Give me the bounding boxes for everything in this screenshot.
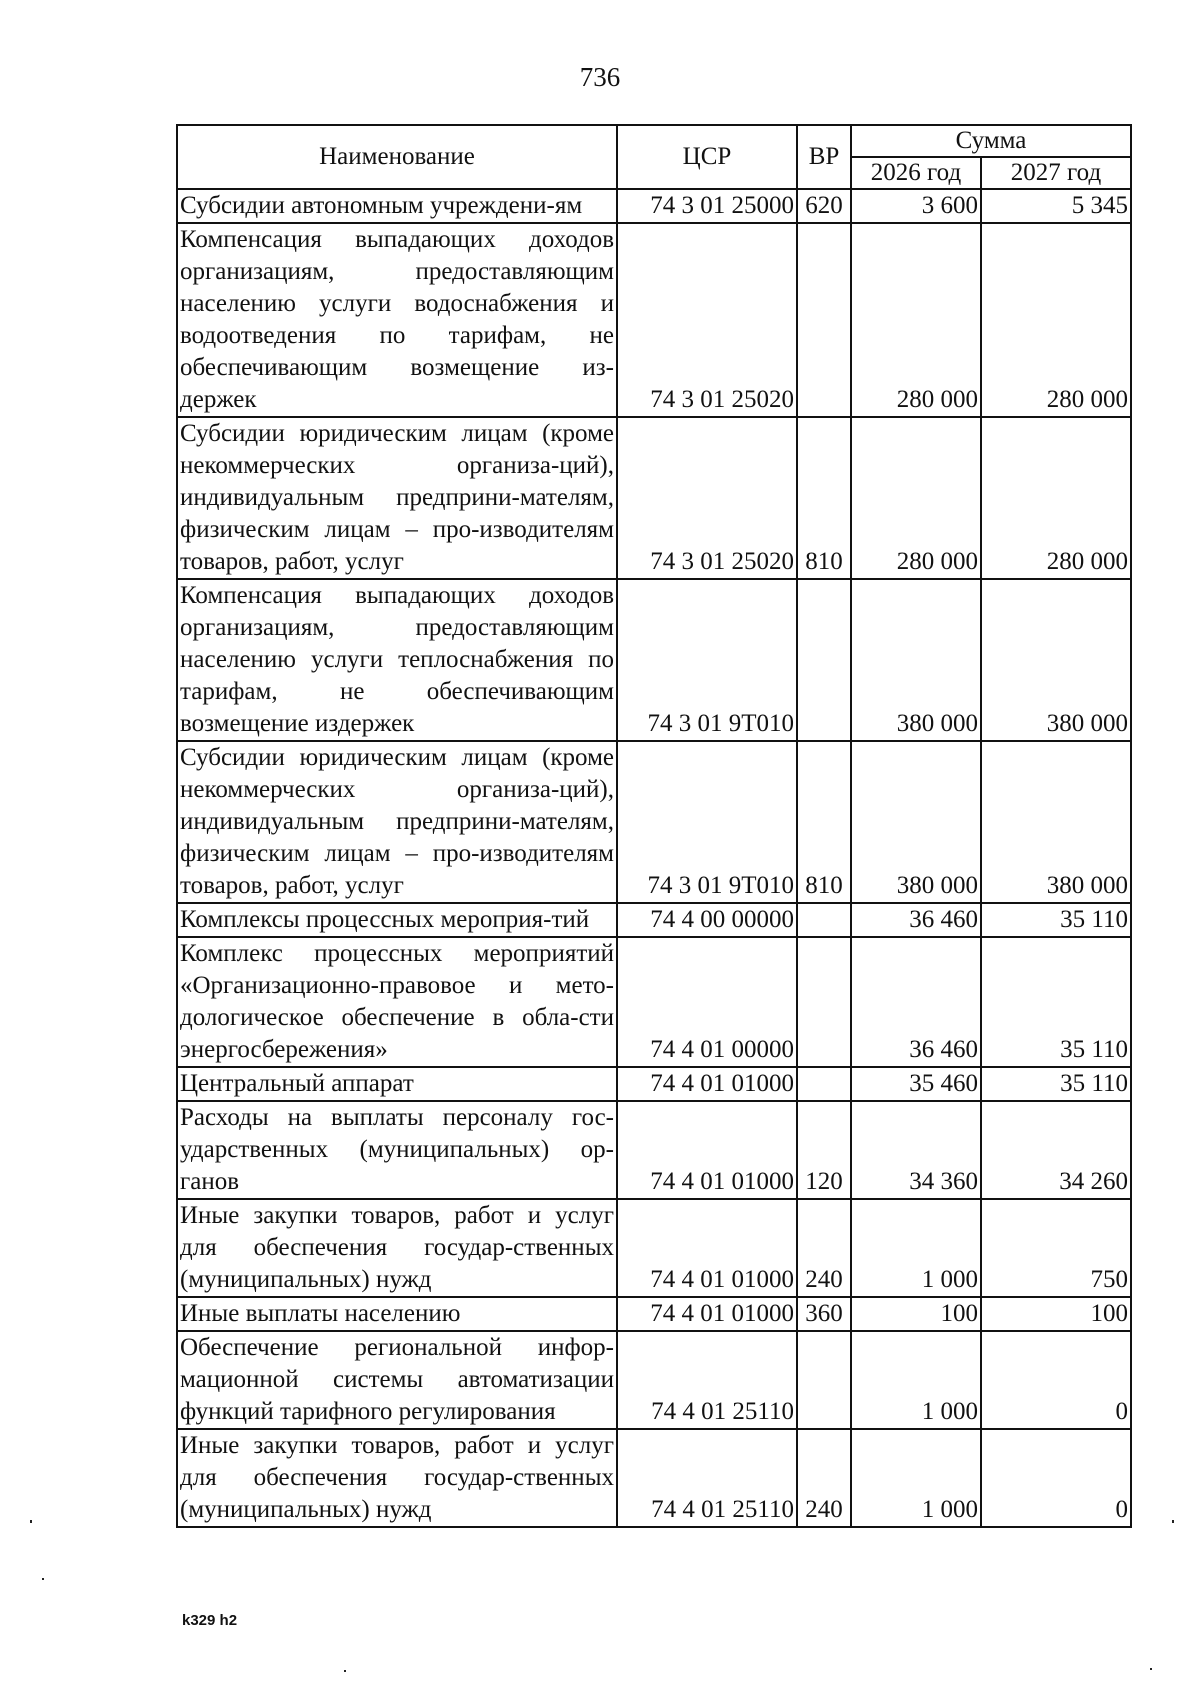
cell-csr: 74 4 01 01000 <box>617 1067 797 1101</box>
table-header <box>177 125 1131 189</box>
cell-2027: 280 000 <box>981 417 1131 579</box>
header-name: Наименование <box>177 125 617 189</box>
cell-vr <box>797 1331 851 1429</box>
cell-vr: 240 <box>797 1429 851 1527</box>
cell-csr: 74 4 01 01000 <box>617 1297 797 1331</box>
cell-name: Обеспечение региональной инфор-мационной системы автоматизации функций тарифного регулирования <box>177 1331 617 1429</box>
table-row <box>177 903 1131 937</box>
scan-speck <box>30 1520 32 1523</box>
cell-vr <box>797 937 851 1067</box>
table-row <box>177 1199 1131 1297</box>
cell-vr: 240 <box>797 1199 851 1297</box>
table-row <box>177 1429 1131 1527</box>
scan-speck <box>42 1578 44 1580</box>
cell-name: Компенсация выпадающих доходов организациям, предоставляющим населению услуги теплоснабжения по тарифам, не обеспечивающим возмещение издержек <box>177 579 617 741</box>
cell-2027: 0 <box>981 1429 1131 1527</box>
cell-vr: 120 <box>797 1101 851 1199</box>
cell-vr: 360 <box>797 1297 851 1331</box>
cell-csr: 74 3 01 9Т010 <box>617 741 797 903</box>
cell-2026: 380 000 <box>851 579 981 741</box>
header-sum: Сумма <box>851 125 1131 157</box>
cell-2027: 380 000 <box>981 741 1131 903</box>
cell-2026: 1 000 <box>851 1199 981 1297</box>
header-year-2027: 2027 год <box>981 157 1131 189</box>
cell-csr: 74 3 01 25000 <box>617 189 797 223</box>
cell-2026: 36 460 <box>851 937 981 1067</box>
cell-csr: 74 4 01 01000 <box>617 1101 797 1199</box>
cell-csr: 74 3 01 25020 <box>617 223 797 417</box>
cell-vr <box>797 223 851 417</box>
cell-2026: 280 000 <box>851 417 981 579</box>
table-row <box>177 937 1131 1067</box>
cell-name: Компенсация выпадающих доходов организациям, предоставляющим населению услуги водоснабжения и водоотведения по тарифам, не обеспечивающим возмещение из-держек <box>177 223 617 417</box>
header-vr: ВР <box>797 125 851 189</box>
cell-csr: 74 4 01 25110 <box>617 1429 797 1527</box>
header-csr: ЦСР <box>617 125 797 189</box>
cell-2026: 3 600 <box>851 189 981 223</box>
cell-name: Комплекс процессных мероприятий «Организационно-правовое и мето-дологическое обеспечение в обла-сти энергосбережения» <box>177 937 617 1067</box>
scan-speck <box>344 1670 346 1672</box>
cell-vr: 620 <box>797 189 851 223</box>
cell-2027: 100 <box>981 1297 1131 1331</box>
cell-csr: 74 4 01 25110 <box>617 1331 797 1429</box>
cell-name: Иные закупки товаров, работ и услуг для обеспечения государ-ственных (муниципальных) нужд <box>177 1199 617 1297</box>
footer-code: k329 h2 <box>182 1612 238 1629</box>
cell-name: Иные закупки товаров, работ и услуг для обеспечения государ-ственных (муниципальных) нужд <box>177 1429 617 1527</box>
table-row <box>177 579 1131 741</box>
budget-table <box>176 124 1132 1528</box>
table-row <box>177 189 1131 223</box>
cell-2027: 0 <box>981 1331 1131 1429</box>
cell-vr <box>797 903 851 937</box>
table-body <box>177 189 1131 1527</box>
cell-2026: 1 000 <box>851 1429 981 1527</box>
cell-name: Центральный аппарат <box>177 1067 617 1101</box>
cell-name: Расходы на выплаты персоналу гос-ударственных (муниципальных) ор-ганов <box>177 1101 617 1199</box>
cell-name: Субсидии юридическим лицам (кроме некоммерческих организа-ций), индивидуальным предприни-мателям, физическим лицам – про-изводителям товаров, работ, услуг <box>177 417 617 579</box>
cell-csr: 74 4 01 01000 <box>617 1199 797 1297</box>
cell-2026: 1 000 <box>851 1331 981 1429</box>
cell-vr: 810 <box>797 417 851 579</box>
cell-2026: 380 000 <box>851 741 981 903</box>
page-number: 736 <box>579 62 621 92</box>
cell-2027: 380 000 <box>981 579 1131 741</box>
cell-csr: 74 4 01 00000 <box>617 937 797 1067</box>
cell-vr <box>797 1067 851 1101</box>
cell-vr: 810 <box>797 741 851 903</box>
cell-csr: 74 3 01 25020 <box>617 417 797 579</box>
table-row <box>177 1067 1131 1101</box>
cell-2027: 5 345 <box>981 189 1131 223</box>
cell-name: Иные выплаты населению <box>177 1297 617 1331</box>
table-row <box>177 417 1131 579</box>
cell-2027: 280 000 <box>981 223 1131 417</box>
cell-2027: 35 110 <box>981 937 1131 1067</box>
table-row <box>177 741 1131 903</box>
cell-2026: 35 460 <box>851 1067 981 1101</box>
cell-2027: 750 <box>981 1199 1131 1297</box>
scan-speck <box>1150 1668 1152 1670</box>
cell-vr <box>797 579 851 741</box>
cell-name: Комплексы процессных мероприя-тий <box>177 903 617 937</box>
cell-name: Субсидии юридическим лицам (кроме некоммерческих организа-ций), индивидуальным предприни-мателям, физическим лицам – про-изводителям товаров, работ, услуг <box>177 741 617 903</box>
table-row <box>177 1297 1131 1331</box>
cell-csr: 74 3 01 9Т010 <box>617 579 797 741</box>
table-row <box>177 223 1131 417</box>
cell-csr: 74 4 00 00000 <box>617 903 797 937</box>
scan-speck <box>1172 1520 1174 1523</box>
cell-2026: 100 <box>851 1297 981 1331</box>
cell-2026: 34 360 <box>851 1101 981 1199</box>
table-row <box>177 1101 1131 1199</box>
cell-2027: 34 260 <box>981 1101 1131 1199</box>
cell-2027: 35 110 <box>981 1067 1131 1101</box>
cell-2026: 36 460 <box>851 903 981 937</box>
cell-2026: 280 000 <box>851 223 981 417</box>
cell-2027: 35 110 <box>981 903 1131 937</box>
cell-name: Субсидии автономным учреждени-ям <box>177 189 617 223</box>
table-row <box>177 1331 1131 1429</box>
header-year-2026: 2026 год <box>851 157 981 189</box>
